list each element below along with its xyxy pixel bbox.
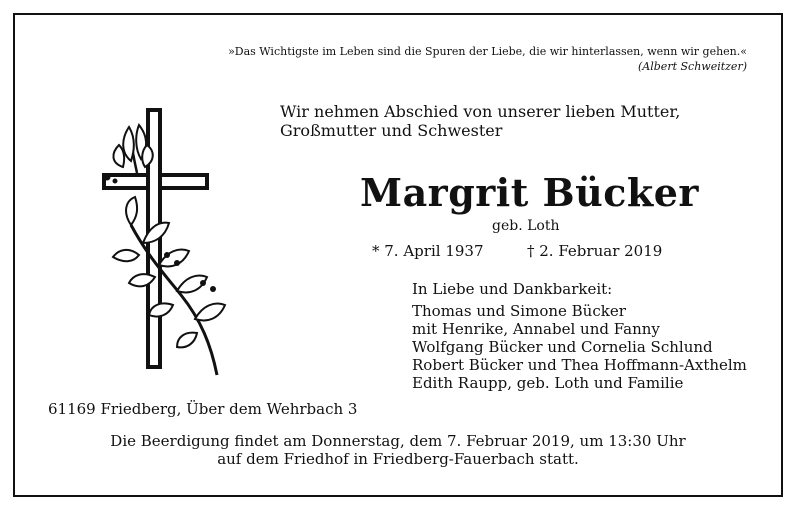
address: 61169 Friedberg, Über dem Wehrbach 3 — [48, 400, 358, 418]
obituary-notice — [13, 13, 783, 497]
funeral-info — [15, 432, 781, 468]
deceased-name: Margrit Bücker — [360, 170, 699, 215]
funeral-line-1: Die Beerdigung findet am Donnerstag, dem 7. Februar 2019, um 13:30 Uhr — [110, 432, 686, 450]
mourner-line: Edith Raupp, geb. Loth und Familie — [412, 374, 684, 392]
quote-text: »Das Wichtigste im Leben sind die Spuren der Liebe, die wir hinterlassen, wenn wir gehen.« — [228, 45, 747, 58]
mourner-line: Wolfgang Bücker und Cornelia Schlund — [412, 338, 713, 356]
maiden-name: geb. Loth — [492, 218, 560, 234]
death-date: † 2. Februar 2019 — [527, 242, 663, 260]
mourners-heading: In Liebe und Dankbarkeit: — [412, 280, 613, 298]
quote-author: (Albert Schweitzer) — [638, 60, 747, 73]
intro-text: Wir nehmen Abschied von unserer lieben Mutter, Großmutter und Schwester — [280, 102, 681, 140]
funeral-line-2: auf dem Friedhof in Friedberg-Fauerbach statt. — [217, 450, 579, 468]
mourner-line: mit Henrike, Annabel und Fanny — [412, 320, 660, 338]
mourner-line: Robert Bücker und Thea Hoffmann-Axthelm — [412, 356, 747, 374]
birth-date: * 7. April 1937 — [372, 242, 484, 260]
mourners-list — [412, 280, 747, 392]
cross-with-branch-icon — [85, 105, 235, 385]
mourner-line: Thomas und Simone Bücker — [412, 302, 626, 320]
